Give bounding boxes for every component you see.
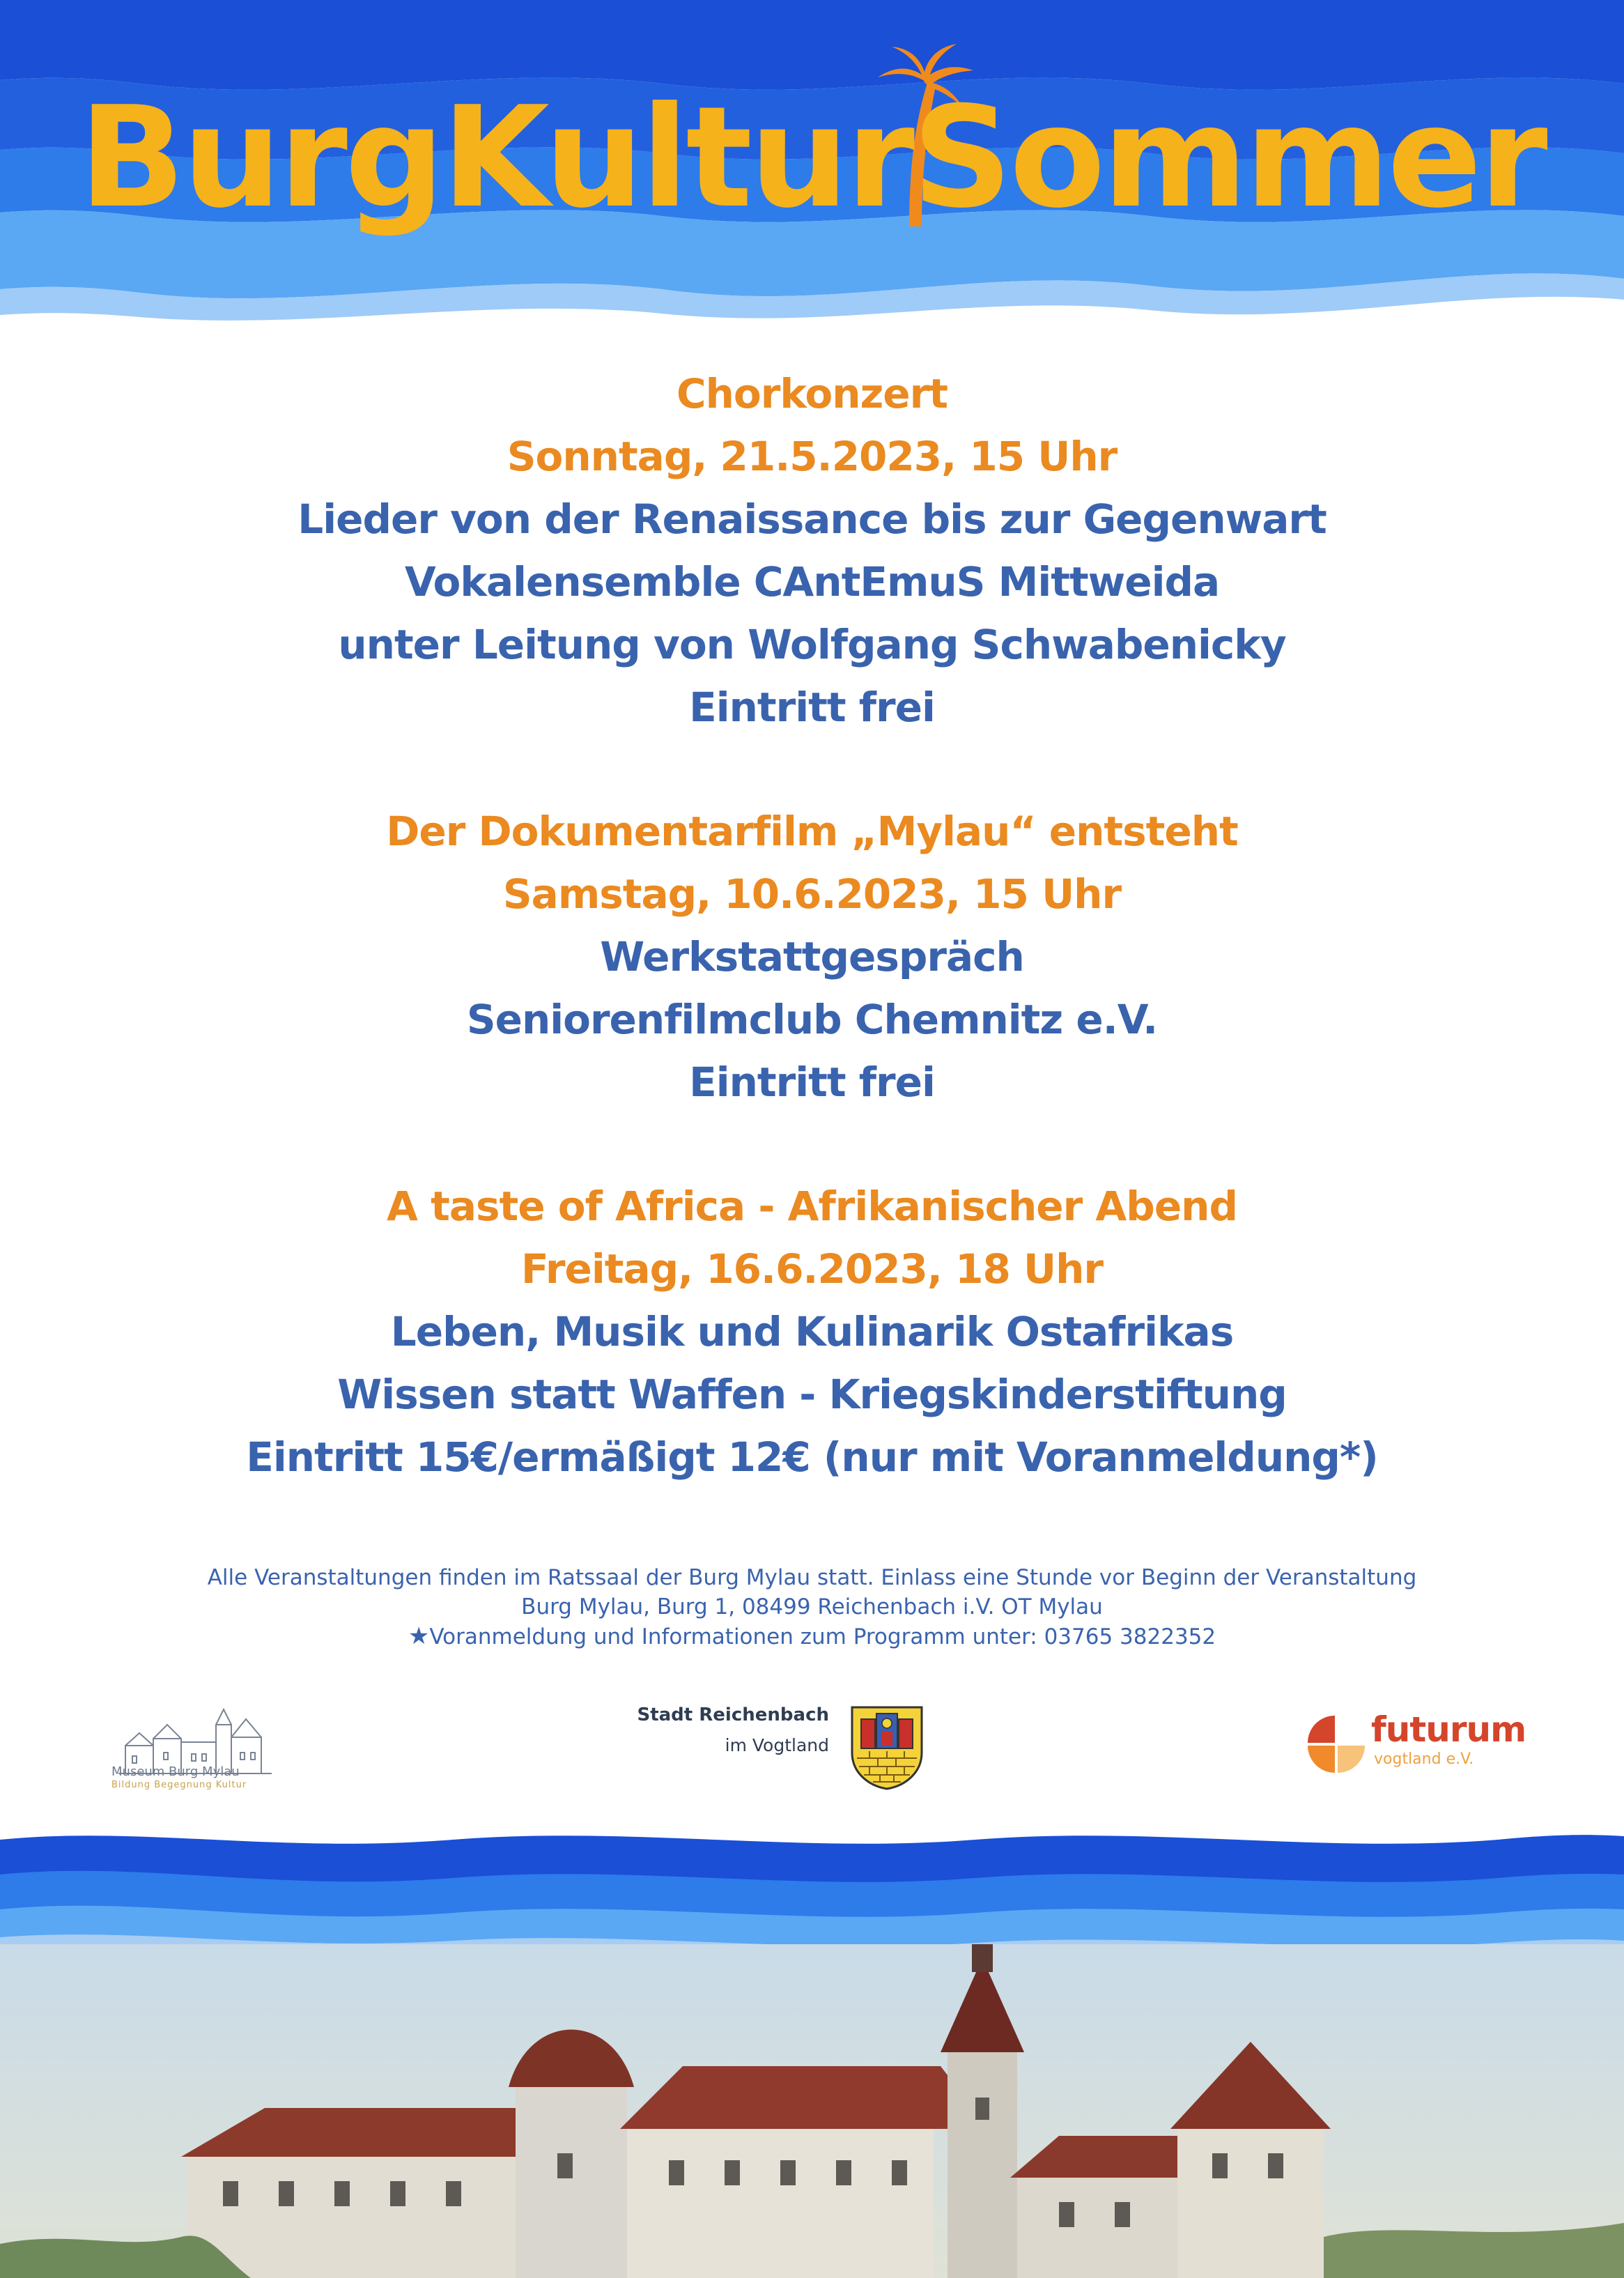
event-block [0, 1175, 1624, 1488]
event-admission: Eintritt frei [689, 1059, 935, 1106]
event-block [0, 800, 1624, 1114]
event-title: Chorkonzert [676, 370, 948, 417]
registration-text: Voranmeldung und Informationen zum Programm unter: 03765 3822352 [429, 1624, 1216, 1649]
address: Burg Mylau, Burg 1, 08499 Reichenbach i.V. OT Mylau [521, 1594, 1103, 1619]
footer-info [0, 1563, 1624, 1652]
event-detail: Leben, Musik und Kulinarik Ostafrikas [390, 1308, 1234, 1355]
event-detail: unter Leitung von Wolfgang Schwabenicky [338, 621, 1286, 668]
futurum-subtitle: vogtland e.V. [1374, 1750, 1474, 1768]
event-date: Samstag, 10.6.2023, 15 Uhr [502, 870, 1122, 918]
event-date: Freitag, 16.6.2023, 18 Uhr [520, 1245, 1104, 1293]
event-date: Sonntag, 21.5.2023, 15 Uhr [506, 433, 1118, 480]
event-admission: Eintritt 15€/ermäßigt 12€ (nur mit Voranmeldung*) [246, 1433, 1378, 1481]
museum-tagline: Bildung Begegnung Kultur [111, 1780, 247, 1790]
city-name: Stadt Reichenbach [637, 1704, 829, 1725]
event-detail: Vokalensemble CAntEmuS Mittweida [404, 558, 1220, 606]
venue-note: Alle Veranstaltungen finden im Ratssaal der Burg Mylau statt. Einlass eine Stunde vor Beginn der Veranstaltung [207, 1565, 1417, 1590]
star-icon: ★ [408, 1622, 430, 1650]
event-title: A taste of Africa - Afrikanischer Abend [387, 1183, 1237, 1230]
futurum-name: futurum [1371, 1709, 1526, 1750]
page-title: BurgKulturSommer [79, 77, 1545, 239]
city-region: im Vogtland [725, 1735, 829, 1755]
registration-note [0, 1622, 1624, 1652]
event-program [0, 362, 1624, 1550]
event-detail: Wissen statt Waffen - Kriegskinderstiftung [337, 1371, 1287, 1418]
quarter-circle-icon [1308, 1716, 1365, 1773]
coat-of-arms-icon [849, 1704, 925, 1791]
castle-illustration [0, 1944, 1624, 2278]
event-detail: Werkstattgespräch [600, 933, 1024, 980]
event-admission: Eintritt frei [689, 684, 935, 731]
event-block [0, 362, 1624, 739]
event-title: Der Dokumentarfilm „Mylau“ entsteht [386, 808, 1238, 855]
museum-name: Museum Burg Mylau [111, 1764, 240, 1779]
event-detail: Lieder von der Renaissance bis zur Gegenwart [297, 495, 1327, 543]
event-detail: Seniorenfilmclub Chemnitz e.V. [466, 996, 1158, 1043]
